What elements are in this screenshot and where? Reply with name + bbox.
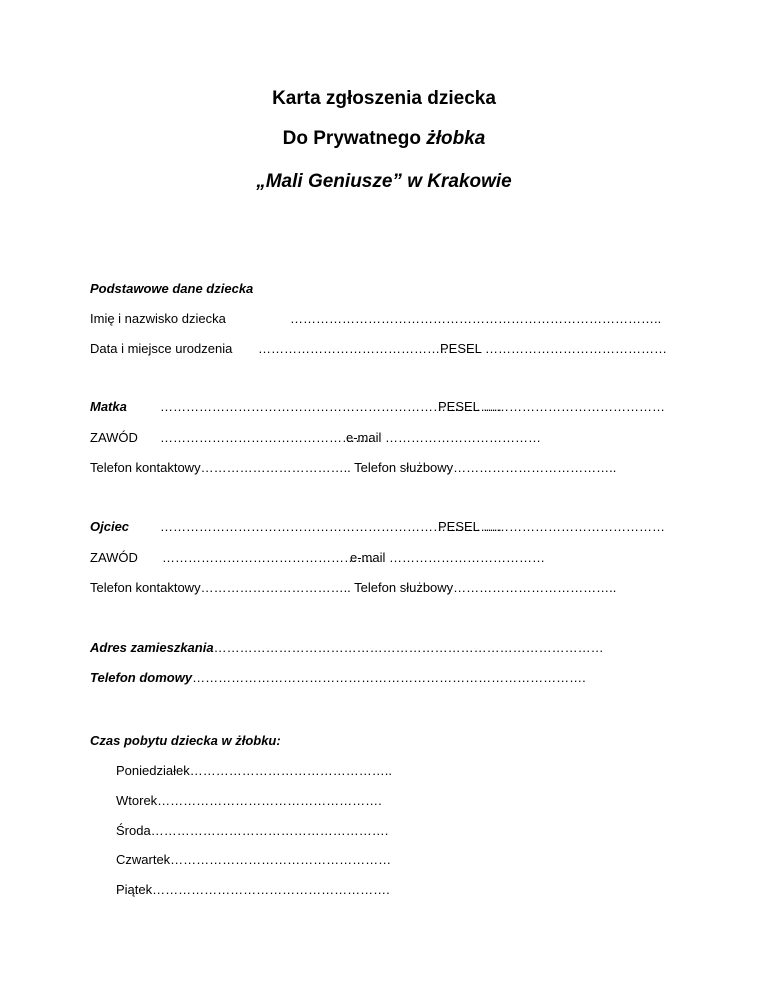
child-birth-label: Data i miejsce urodzenia	[90, 341, 233, 356]
father-job-field[interactable]: ………………………………………….	[162, 550, 374, 565]
child-pesel-field[interactable]: PESEL ……………………………………	[440, 341, 668, 356]
child-name-label: Imię i nazwisko dziecka	[90, 311, 226, 326]
child-name-field[interactable]: …………………………………………………………………………..	[290, 311, 662, 326]
nursery-name: „Mali Geniusze” w Krakowie	[256, 171, 512, 192]
home-phone-label: Telefon domowy	[90, 670, 193, 685]
mother-pesel-field[interactable]: PESEL ……………………………………	[438, 399, 666, 414]
child-section-title: Podstawowe dane dziecka	[90, 281, 254, 296]
subtitle-italic: żłobka	[426, 128, 486, 149]
home-phone-line[interactable]	[90, 670, 586, 686]
form-subtitle	[0, 127, 768, 151]
father-job-label: ZAWÓD	[90, 550, 138, 565]
schedule-day-monday[interactable]: Poniedziałek………………………………………..	[116, 763, 392, 778]
schedule-day-thursday[interactable]: Czwartek……………………………………………	[116, 852, 392, 867]
mother-job-field[interactable]: ………………………………………….	[160, 430, 372, 445]
father-phone-line[interactable]: Telefon kontaktowy…………………………….. Telefon służbowy………………………………..	[90, 580, 617, 595]
form-title: Karta zgłoszenia dziecka	[272, 88, 496, 109]
mother-phone-line[interactable]: Telefon kontaktowy…………………………….. Telefon służbowy………………………………..	[90, 460, 617, 475]
father-pesel-field[interactable]: PESEL ……………………………………	[438, 519, 666, 534]
mother-name-field[interactable]: …………………………………………………………………….	[160, 399, 502, 414]
schedule-day-friday[interactable]: Piątek……………………………………………….	[116, 882, 390, 897]
address-line[interactable]	[90, 640, 604, 656]
schedule-day-wednesday[interactable]: Środa……………………………………………….	[116, 823, 389, 838]
address-field[interactable]: ………………………………………………………………………………	[213, 640, 604, 655]
subtitle-prefix: Do Prywatnego	[282, 128, 427, 149]
home-phone-field[interactable]: ……………………………………………………………………………….	[192, 670, 586, 685]
schedule-title: Czas pobytu dziecka w żłobku:	[90, 733, 281, 748]
mother-job-label: ZAWÓD	[90, 430, 138, 445]
mother-email-field[interactable]: e-mail ………………………………	[346, 430, 542, 445]
father-label: Ojciec	[90, 519, 130, 534]
address-label: Adres zamieszkania	[90, 640, 214, 655]
father-email-field[interactable]: e-mail ………………………………	[350, 550, 546, 565]
father-name-field[interactable]: …………………………………………………………………….	[160, 519, 502, 534]
mother-label: Matka	[90, 399, 127, 414]
child-birth-field[interactable]: ……………………………………..	[258, 341, 448, 356]
schedule-day-tuesday[interactable]: Wtorek…………………………………………….	[116, 793, 382, 808]
